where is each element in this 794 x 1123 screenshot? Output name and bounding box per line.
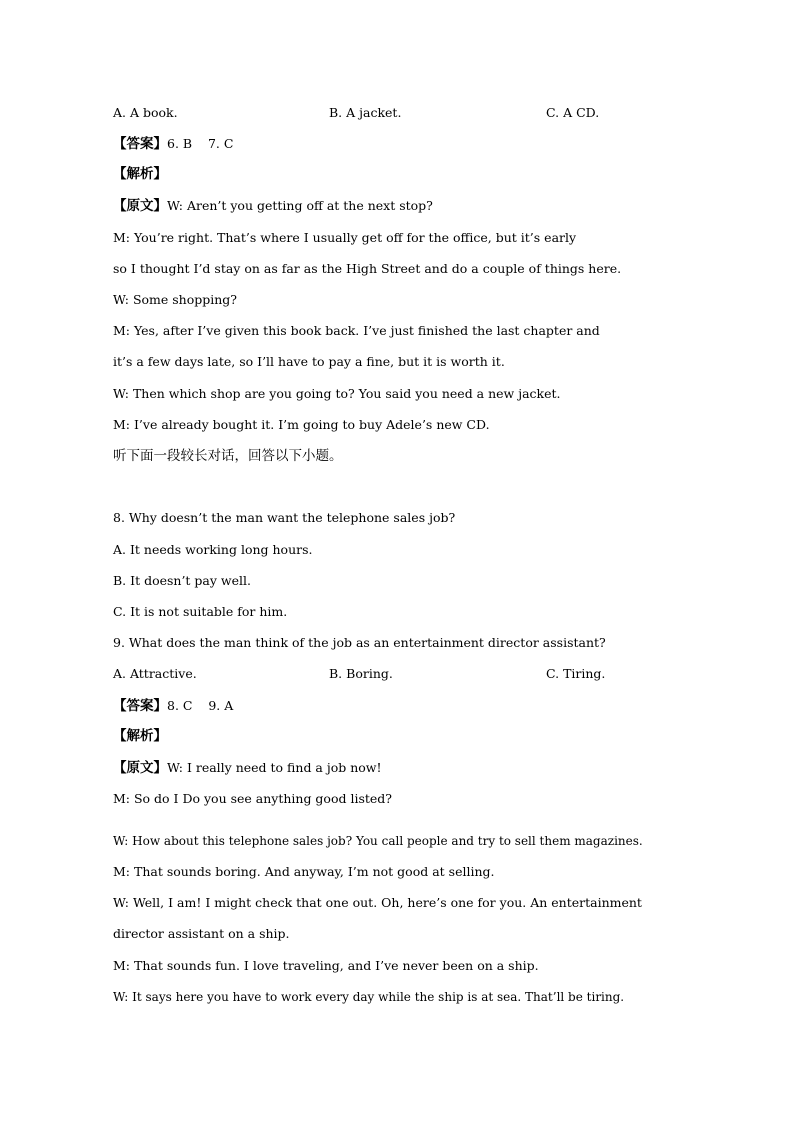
transcript-line: so I thought I’d stay on as far as the High Street and do a couple of things here. [113,261,622,276]
transcript-line: it’s a few days late, so I’ll have to pay a fine, but it is worth it. [113,354,505,369]
transcript-line: W: It says here you have to work every day while the ship is at sea. That’ll be tiring. [113,990,625,1004]
answer-line [113,698,233,714]
transcript-first-line [113,760,382,776]
transcript-line: M: You’re right. That’s where I usually get off for the office, but it’s early [113,230,577,245]
transcript-line: M: So do I Do you see anything good listed? [113,791,392,806]
instruction: 听下面一段较长对话，回答以下小题。 [113,448,343,464]
question-8: 8. Why doesn’t the man want the telephone sales job? [113,510,456,525]
transcript-line: W: Some shopping? [113,292,238,307]
answer-label: 【答案】 [113,136,167,152]
option-c: C. A CD. [546,105,600,120]
option-a: A. A book. [113,105,178,120]
transcript-label: 【原文】 [113,760,167,776]
answer-text: 8. C 9. A [167,698,234,713]
question-9: 9. What does the man think of the job as an entertainment director assistant? [113,635,606,650]
transcript-text: W: Aren’t you getting off at the next stop? [167,198,433,213]
q9-option-a: A. Attractive. [113,666,197,681]
analysis-label: 【解析】 [113,728,167,744]
transcript-line: M: That sounds boring. And anyway, I’m not good at selling. [113,864,495,879]
transcript-line: W: How about this telephone sales job? You call people and try to sell them magazines. [113,834,643,848]
q9-option-b: B. Boring. [329,666,393,681]
q8-option-a: A. It needs working long hours. [113,542,313,557]
transcript-text: W: I really need to find a job now! [167,760,382,775]
transcript-line: M: I’ve already bought it. I’m going to buy Adele’s new CD. [113,417,490,432]
q8-option-b: B. It doesn’t pay well. [113,573,251,588]
transcript-line: W: Then which shop are you going to? You said you need a new jacket. [113,386,561,401]
answer-label: 【答案】 [113,698,167,714]
option-b: B. A jacket. [329,105,402,120]
answer-text: 6. B 7. C [167,136,234,151]
analysis-label: 【解析】 [113,166,167,182]
transcript-label: 【原文】 [113,198,167,214]
q9-option-c: C. Tiring. [546,666,606,681]
answer-line [113,136,233,152]
transcript-line: W: Well, I am! I might check that one out. Oh, here’s one for you. An entertainment [113,895,642,910]
transcript-line: director assistant on a ship. [113,926,290,941]
q8-option-c: C. It is not suitable for him. [113,604,288,619]
transcript-line: M: That sounds fun. I love traveling, and I’ve never been on a ship. [113,958,539,973]
transcript-line: M: Yes, after I’ve given this book back. I’ve just finished the last chapter and [113,323,600,338]
transcript-first-line [113,198,433,214]
